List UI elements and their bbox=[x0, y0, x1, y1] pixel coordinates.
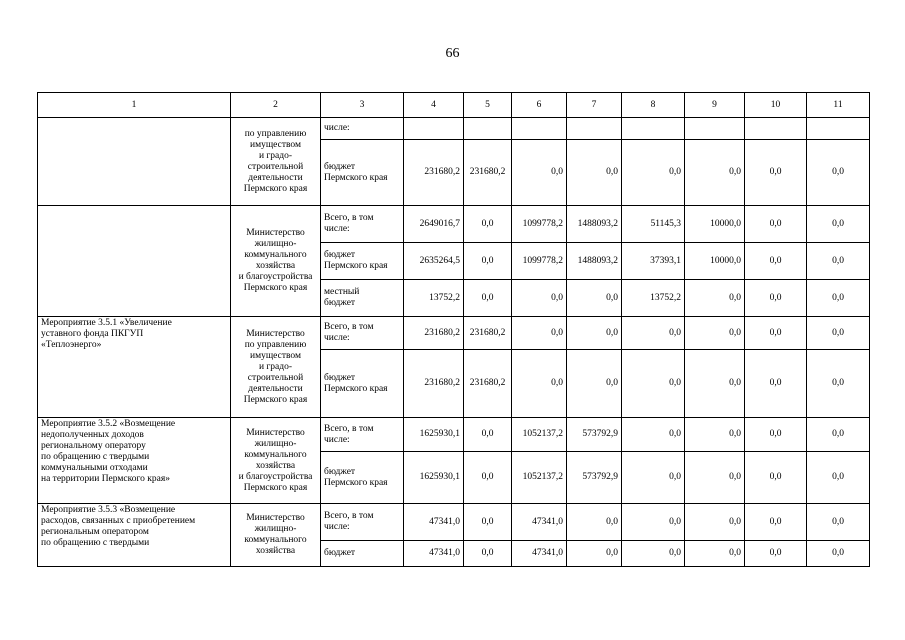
header-row bbox=[38, 93, 870, 118]
value-cell: 1488093,2 bbox=[567, 206, 622, 243]
value-cell: 0,0 bbox=[685, 350, 745, 418]
value-cell: 231680,2 bbox=[464, 140, 512, 206]
value-cell: 0,0 bbox=[567, 350, 622, 418]
value-cell: 47341,0 bbox=[404, 541, 464, 567]
value-cell: 0,0 bbox=[622, 504, 685, 541]
value-cell: 0,0 bbox=[807, 418, 870, 452]
funding-source-cell: бюджет Пермского края bbox=[321, 140, 404, 206]
value-cell: 0,0 bbox=[685, 317, 745, 350]
value-cell: 0,0 bbox=[807, 243, 870, 280]
value-cell: 1099778,2 bbox=[512, 206, 567, 243]
value-cell: 0,0 bbox=[464, 206, 512, 243]
value-cell: 0,0 bbox=[807, 452, 870, 504]
funding-source-cell: Всего, в том числе: bbox=[321, 206, 404, 243]
value-cell: 0,0 bbox=[567, 504, 622, 541]
value-cell bbox=[512, 118, 567, 140]
value-cell: 1625930,1 bbox=[404, 452, 464, 504]
column-header: 10 bbox=[745, 93, 807, 118]
value-cell: 0,0 bbox=[622, 350, 685, 418]
value-cell: 0,0 bbox=[807, 206, 870, 243]
column-header: 7 bbox=[567, 93, 622, 118]
table-body bbox=[38, 118, 870, 567]
value-cell: 0,0 bbox=[512, 280, 567, 317]
value-cell: 0,0 bbox=[807, 504, 870, 541]
funding-source-cell: числе: bbox=[321, 118, 404, 140]
funding-source-cell: бюджет bbox=[321, 541, 404, 567]
table-row bbox=[38, 206, 870, 243]
value-cell: 37393,1 bbox=[622, 243, 685, 280]
value-cell: 10000,0 bbox=[685, 243, 745, 280]
column-header: 1 bbox=[38, 93, 231, 118]
value-cell: 231680,2 bbox=[464, 350, 512, 418]
value-cell: 0,0 bbox=[685, 418, 745, 452]
executor-cell: Министерство жилищно- коммунального хозяйства и благоустройства Пермского края bbox=[231, 206, 321, 317]
value-cell: 2649016,7 bbox=[404, 206, 464, 243]
value-cell: 0,0 bbox=[512, 350, 567, 418]
value-cell: 0,0 bbox=[745, 541, 807, 567]
value-cell: 1625930,1 bbox=[404, 418, 464, 452]
value-cell: 0,0 bbox=[622, 418, 685, 452]
value-cell: 0,0 bbox=[685, 541, 745, 567]
table-row bbox=[38, 317, 870, 350]
activity-cell: Мероприятие 3.5.1 «Увеличение уставного фонда ПКГУП «Теплоэнерго» bbox=[38, 317, 231, 418]
value-cell: 0,0 bbox=[685, 504, 745, 541]
value-cell bbox=[567, 118, 622, 140]
value-cell: 231680,2 bbox=[464, 317, 512, 350]
value-cell: 0,0 bbox=[807, 317, 870, 350]
value-cell: 13752,2 bbox=[622, 280, 685, 317]
value-cell: 1052137,2 bbox=[512, 418, 567, 452]
column-header: 6 bbox=[512, 93, 567, 118]
value-cell: 13752,2 bbox=[404, 280, 464, 317]
value-cell: 0,0 bbox=[685, 452, 745, 504]
value-cell: 0,0 bbox=[464, 504, 512, 541]
value-cell: 0,0 bbox=[685, 140, 745, 206]
funding-source-cell: Всего, в том числе: bbox=[321, 418, 404, 452]
activity-cell: Мероприятие 3.5.2 «Возмещение недополученных доходов региональному оператору по обращению с твердыми коммунальными отходами на территории Пермского края» bbox=[38, 418, 231, 504]
table-row bbox=[38, 118, 870, 140]
value-cell: 0,0 bbox=[745, 350, 807, 418]
value-cell: 0,0 bbox=[745, 317, 807, 350]
value-cell: 573792,9 bbox=[567, 418, 622, 452]
value-cell bbox=[622, 118, 685, 140]
value-cell: 573792,9 bbox=[567, 452, 622, 504]
value-cell: 0,0 bbox=[807, 350, 870, 418]
value-cell: 0,0 bbox=[464, 452, 512, 504]
funding-source-cell: бюджет Пермского края bbox=[321, 350, 404, 418]
value-cell: 0,0 bbox=[745, 452, 807, 504]
value-cell: 0,0 bbox=[745, 280, 807, 317]
activity-cell bbox=[38, 206, 231, 317]
budget-table bbox=[37, 92, 870, 567]
value-cell: 0,0 bbox=[512, 317, 567, 350]
value-cell: 0,0 bbox=[464, 243, 512, 280]
funding-source-cell: бюджет Пермского края bbox=[321, 452, 404, 504]
page-number: 66 bbox=[445, 46, 460, 61]
executor-cell: Министерство по управлению имуществом и градо- строительной деятельности Пермского края bbox=[231, 317, 321, 418]
funding-source-cell: Всего, в том числе: bbox=[321, 317, 404, 350]
value-cell: 0,0 bbox=[464, 541, 512, 567]
table-row bbox=[38, 504, 870, 541]
executor-cell: Министерство жилищно- коммунального хозяйства bbox=[231, 504, 321, 567]
value-cell: 1099778,2 bbox=[512, 243, 567, 280]
value-cell: 47341,0 bbox=[404, 504, 464, 541]
executor-cell: Министерство жилищно- коммунального хозяйства и благоустройства Пермского края bbox=[231, 418, 321, 504]
funding-source-cell: Всего, в том числе: bbox=[321, 504, 404, 541]
column-header: 9 bbox=[685, 93, 745, 118]
value-cell: 0,0 bbox=[745, 504, 807, 541]
funding-source-cell: местный бюджет bbox=[321, 280, 404, 317]
value-cell: 0,0 bbox=[512, 140, 567, 206]
activity-cell: Мероприятие 3.5.3 «Возмещение расходов, связанных с приобретением региональным оператором по обращению с твердыми bbox=[38, 504, 231, 567]
table-row bbox=[38, 418, 870, 452]
value-cell: 231680,2 bbox=[404, 140, 464, 206]
value-cell: 0,0 bbox=[622, 140, 685, 206]
value-cell: 0,0 bbox=[464, 418, 512, 452]
value-cell: 47341,0 bbox=[512, 541, 567, 567]
value-cell: 0,0 bbox=[622, 452, 685, 504]
value-cell: 0,0 bbox=[807, 280, 870, 317]
column-header: 8 bbox=[622, 93, 685, 118]
value-cell: 1052137,2 bbox=[512, 452, 567, 504]
value-cell bbox=[807, 118, 870, 140]
value-cell: 2635264,5 bbox=[404, 243, 464, 280]
column-header: 3 bbox=[321, 93, 404, 118]
value-cell: 0,0 bbox=[745, 206, 807, 243]
value-cell: 231680,2 bbox=[404, 350, 464, 418]
value-cell bbox=[685, 118, 745, 140]
value-cell: 0,0 bbox=[464, 280, 512, 317]
value-cell: 0,0 bbox=[567, 140, 622, 206]
value-cell: 0,0 bbox=[745, 140, 807, 206]
value-cell: 51145,3 bbox=[622, 206, 685, 243]
value-cell: 1488093,2 bbox=[567, 243, 622, 280]
value-cell: 231680,2 bbox=[404, 317, 464, 350]
value-cell: 0,0 bbox=[567, 280, 622, 317]
value-cell: 0,0 bbox=[807, 140, 870, 206]
column-header: 5 bbox=[464, 93, 512, 118]
value-cell: 0,0 bbox=[567, 541, 622, 567]
value-cell: 47341,0 bbox=[512, 504, 567, 541]
value-cell: 10000,0 bbox=[685, 206, 745, 243]
value-cell bbox=[745, 118, 807, 140]
value-cell bbox=[404, 118, 464, 140]
value-cell: 0,0 bbox=[807, 541, 870, 567]
value-cell: 0,0 bbox=[685, 280, 745, 317]
value-cell: 0,0 bbox=[622, 541, 685, 567]
value-cell: 0,0 bbox=[622, 317, 685, 350]
column-header: 11 bbox=[807, 93, 870, 118]
column-header: 2 bbox=[231, 93, 321, 118]
executor-cell: по управлению имуществом и градо- строительной деятельности Пермского края bbox=[231, 118, 321, 206]
value-cell bbox=[464, 118, 512, 140]
value-cell: 0,0 bbox=[745, 243, 807, 280]
value-cell: 0,0 bbox=[567, 317, 622, 350]
value-cell: 0,0 bbox=[745, 418, 807, 452]
activity-cell bbox=[38, 118, 231, 206]
funding-source-cell: бюджет Пермского края bbox=[321, 243, 404, 280]
column-header: 4 bbox=[404, 93, 464, 118]
